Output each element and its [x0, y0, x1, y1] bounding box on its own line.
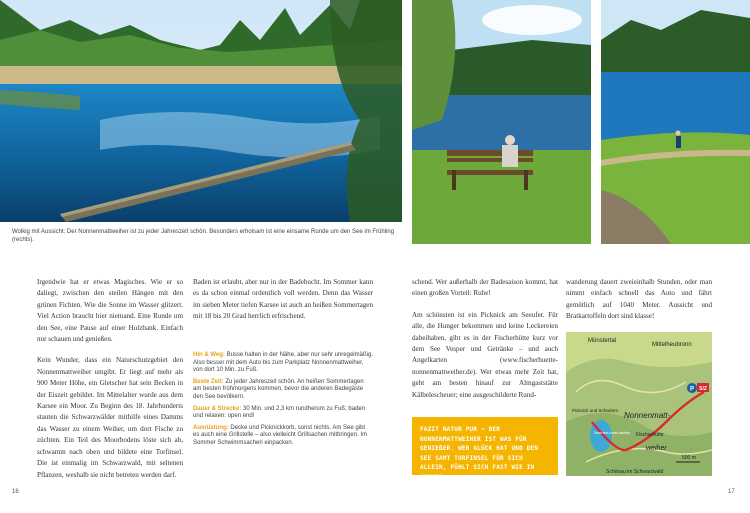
map-label-mittelheubronn: Mittelheubronn [652, 342, 692, 348]
info-label: Hin & Weg: [193, 352, 225, 358]
parking-label: P [689, 386, 695, 393]
text-column-3 [412, 277, 558, 411]
text-column-1 [37, 277, 183, 491]
map-label-schoenau: Schönau im Schwarzwald [606, 469, 664, 475]
info-text: Zu jeder Jahreszeit schön. An heißen Sommertagen am besten frühmorgens kommen, bevor die anderen Badegäste den See bevölkern. [193, 378, 364, 400]
photo-path-around-lake [601, 0, 750, 244]
page-number-right: 17 [728, 489, 735, 495]
photo-caption: Wolkig mit Aussicht: Der Nonnenmattweiher ist zu jeder Jahreszeit schön. Besonders erholsam ist eine einsame Runde um den See im Frühling (rechts). [12, 229, 395, 243]
photo-bench-at-lake [412, 0, 591, 244]
info-label: Beste Zeit: [193, 378, 224, 385]
text-column-2 [193, 277, 373, 333]
info-item [193, 352, 373, 375]
photo-lake-with-log [0, 0, 402, 222]
route-map [566, 332, 712, 476]
info-text: Busse halten in der Nähe, aber nur sehr unregelmäßig. Also besser mit dem Auto bis zum Parkplatz Nonnenmattweiher, von dort 10 Min. zu Fuß. [193, 352, 373, 374]
info-item [193, 425, 373, 448]
scale-label: 500 m [682, 455, 696, 461]
start-label: S/Z [699, 386, 707, 392]
paragraph: schend. Wer außerhalb der Badesaison kommt, hat einen großen Vorteil: Ruhe! [412, 278, 558, 298]
info-item [193, 379, 373, 402]
info-label: Dauer & Strecke: [193, 405, 242, 412]
paragraph: wanderung dauert zweieinhalb Stunden, oder man nimmt einfach schnell das Auto und fährt gemütlich auf 1040 Meter. Aussicht und Bratkartoffeln dort sind klasse! [566, 278, 712, 321]
map-label-lake: Nonnen-matt-weiher [594, 430, 631, 435]
info-text: 30 Min. und 2,3 km rundherum zu Fuß; baden und relaxen: open end! [193, 405, 366, 420]
fazit-box: FAZIT NATUR PUR – DER NONNENMATTWEIHER IST WAS FÜR GENIEßER. WER GLÜCK HAT UND DEN SEE SAMT TORFINSEL FÜR SICH ALLEIN, FÜHLT SICH FAST WIE IN KANADA. [412, 417, 558, 475]
info-label: Ausrüstung: [193, 424, 229, 431]
paragraph: Kein Wunder, dass ein Naturschutzgebiet den Nonnenmattweiher umgibt. Er liegt auf mehr als 900 Meter Höhe, ein Gletscher hat sein Becken in der Eiszeit gebildet. Im Mittelalter wurde aus dem Karsee ein Moor. Zu Beginn des 18. Jahrhunderts stauten die Schwarzwälder mithilfe eines Damms das Wasser zu einem Weiher, um dort Fische zu züchten. Ein Teil des Moorbodens löste sich ab, schwamm nach oben und bildete eine Torfinsel. Die ist einmalig im Schwarzwald, mit seltenen Pflanzen, weshalb sie nicht betreten werden darf. [37, 356, 183, 479]
map-label-muenstertal: Münstertal [588, 338, 617, 344]
map-label-fischerhuette: Fischerhütte [636, 432, 664, 438]
info-text: Decke und Picknickkorb, sonst nichts. Am See gibt es auch eine Grillstelle – also vielleicht Grillsachen mitbringen. Im Sommer Schwimmsachen einpacken. [193, 424, 368, 446]
text-column-4 [566, 277, 712, 333]
map-label-picknick: Picknick und Schwimm [572, 408, 619, 413]
page-number-left: 16 [12, 489, 19, 495]
paragraph: Baden ist erlaubt, aber nur in der Badebucht. Im Sommer kann es da schon einmal ordentlich voll werden. Denn das Wasser im sieben Meter tiefen Karsee ist auch an heißen Sommertagen mit 18 bis 20 Grad herrlich erfrischend. [193, 278, 373, 321]
map-label-weiher: weiher [646, 445, 667, 452]
paragraph: Am schönsten ist ein Picknick am Seeufer. Für alle, die Hunger bekommen und keine Leckereien dabeihaben, gibt es in der Fischerhütte kurz vor dem See Vesper und Getränke – und auch Angelkarten (www.fischerhuette-nonnenmattweiher.de). Wer etwas mehr Zeit hat, geht am besten hinauf zur Almgaststätte Kälbelescheuer; eine ausgeschilderte Rund- [412, 310, 558, 399]
paragraph: Irgendwie hat er etwas Magisches. Wie er so daliegt, zwischen den steilen Hängen mit den grünen Fichten. Wie die Sonne im Wasser glitzert. Viel Action braucht hier niemand. Eine Runde um den See, eine Pause auf einer Holzbank. Einfach nur schauen und genießen. [37, 278, 183, 344]
map-label-nonnenmatt: Nonnenmatt- [624, 411, 671, 420]
info-box [193, 352, 373, 452]
info-item [193, 406, 373, 421]
